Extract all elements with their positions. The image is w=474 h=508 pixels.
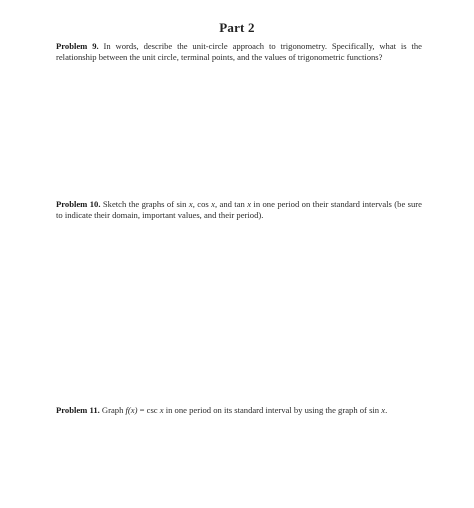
problem-11	[56, 405, 422, 416]
problem-11-math-a: f(x)	[125, 405, 138, 415]
problem-10-text-d: in one period on their standard intervals (be sure to indicate their domain, important values, and their period).	[56, 199, 422, 221]
problem-11-math-c: x	[381, 405, 386, 415]
problem-10-label: Problem 10.	[56, 199, 101, 209]
problem-11-label: Problem 11.	[56, 405, 100, 415]
problem-10-math-b: x	[211, 199, 215, 209]
problem-10-math-a: x	[188, 199, 193, 209]
page-title: Part 2	[219, 20, 255, 35]
problem-9	[56, 41, 422, 63]
problem-10	[56, 199, 422, 221]
problem-9-label: Problem 9.	[56, 41, 99, 51]
problem-11-text-b: = csc	[137, 405, 160, 415]
problem-11-text-d: .	[385, 405, 388, 415]
problem-10-text-a: Sketch the graphs of sin	[102, 199, 189, 209]
problem-9-text: In words, describe the unit-circle approach to trigonometry. Specifically, what is the relationship between the unit circle, terminal points, and the values of trigonometric functions?	[56, 41, 422, 63]
problem-11-text-a: Graph	[101, 405, 126, 415]
problem-10-math-c: x	[247, 199, 252, 209]
problem-10-text-b: , cos	[192, 199, 212, 209]
problem-11-math-b: x	[159, 405, 164, 415]
problem-10-text-c: , and tan	[214, 199, 248, 209]
problem-11-text-c: in one period on its standard interval by using the graph of sin	[163, 405, 382, 415]
